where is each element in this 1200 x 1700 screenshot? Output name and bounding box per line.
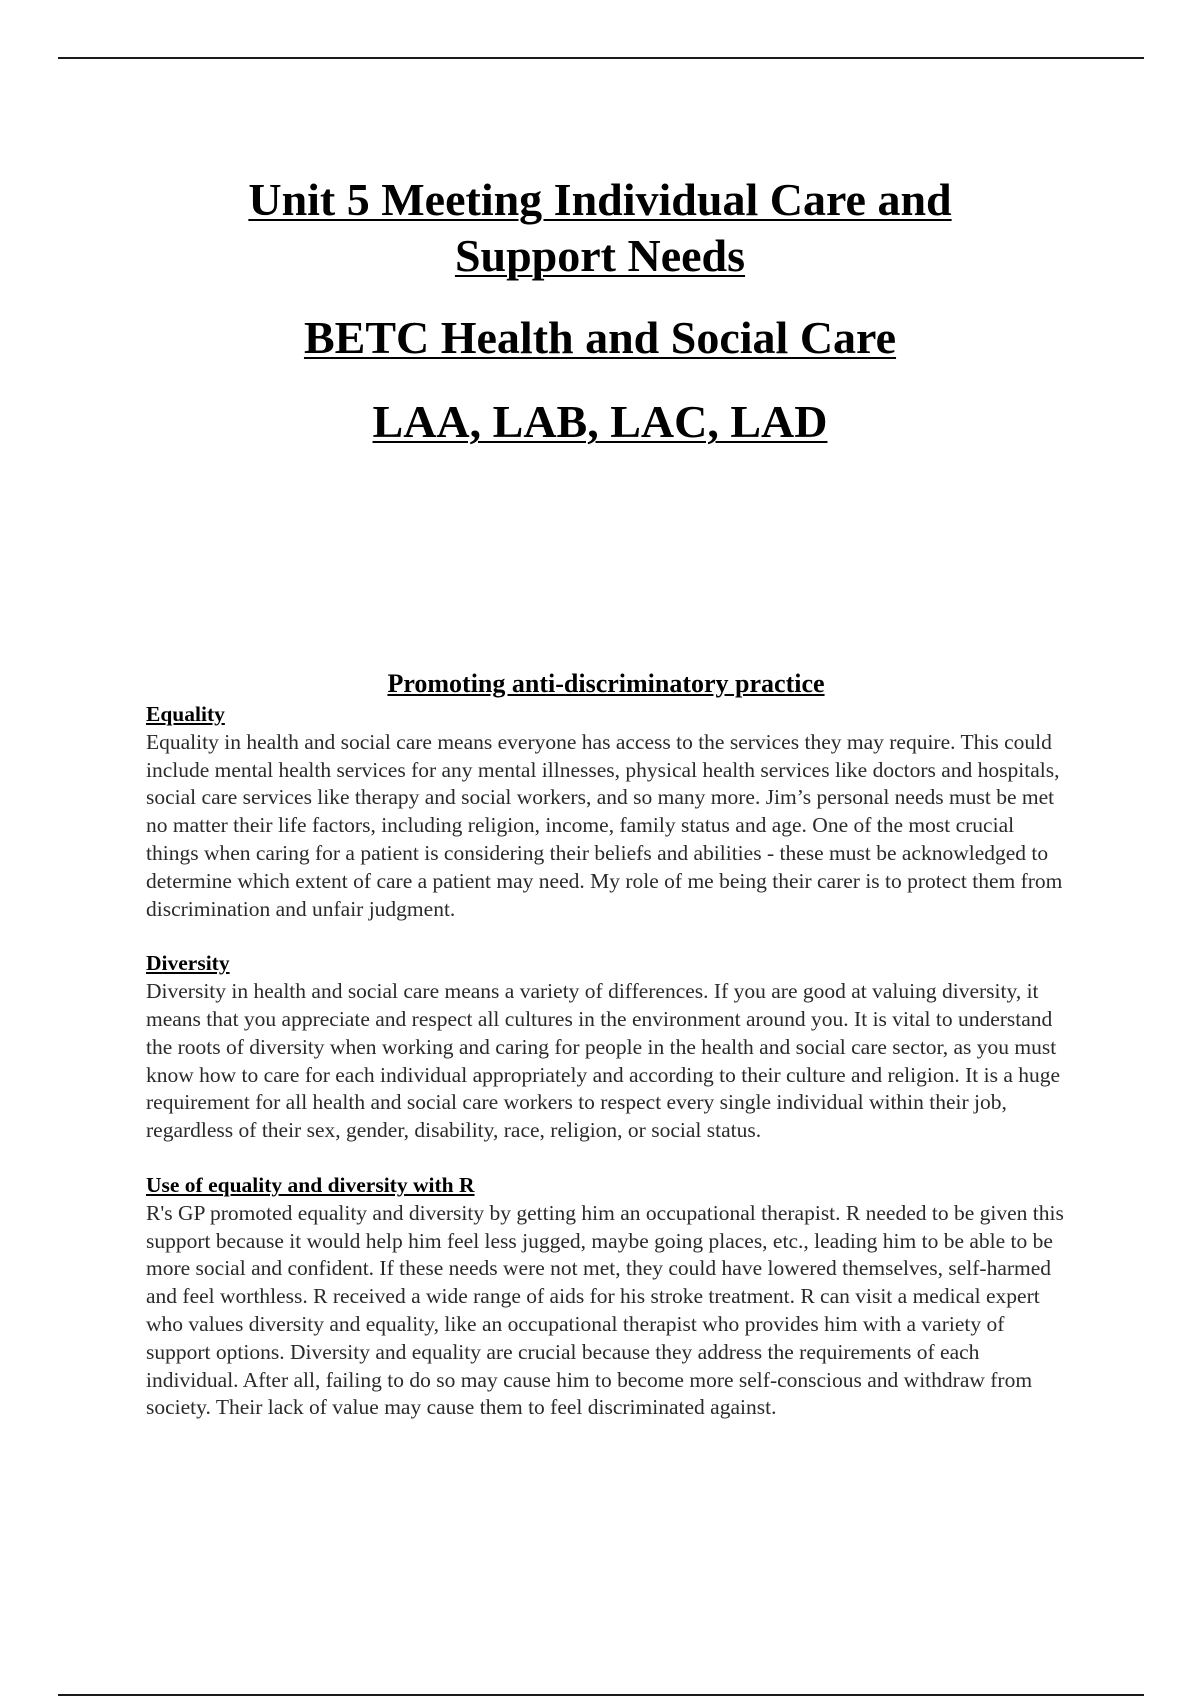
paragraph-gap [146,1145,1066,1172]
document-body [146,667,1066,1422]
use-with-r-heading: Use of equality and diversity with R [146,1172,475,1197]
header-rule [58,57,1144,59]
use-with-r-paragraph: R's GP promoted equality and diversity by getting him an occupational therapist. R needed to be given this support because it would help him feel less jugged, maybe going places, etc., leading him to be able to be more social and confident. If these needs were not met, they could have lowered themselves, self-harmed and feel worthless. R received a wide range of aids for his stroke treatment. R can visit a medical expert who values diversity and equality, like an occupational therapist who provides him with a variety of support options. Diversity and equality are crucial because they address the requirements of each individual. After all, failing to do so may cause him to become more self-conscious and withdraw from society. Their lack of value may cause them to feel discriminated against. [146,1200,1064,1420]
title-block [0,172,1200,450]
course-title: BETC Health and Social Care [303,312,897,363]
diversity-heading: Diversity [146,951,230,976]
footer-rule [58,1694,1144,1696]
diversity-paragraph: Diversity in health and social care means a variety of differences. If you are good at valuing diversity, it means that you appreciate and respect all cultures in the environment around you. It is vital to understand the roots of diversity when working and caring for people in the health and social care sector, as you must know how to care for each individual appropriately and according to their culture and religion. It is a huge requirement for all health and social care workers to respect every single individual within their job, regardless of their sex, gender, disability, race, religion, or social status. [146,979,1061,1143]
document-title: Unit 5 Meeting Individual Care and Support Needs [248,174,952,281]
section-heading: Promoting anti-discriminatory practice [387,669,825,698]
paragraph-gap [146,923,1066,950]
unit-codes: LAA, LAB, LAC, LAD [372,396,828,447]
equality-heading: Equality [146,702,225,726]
equality-paragraph: Equality in health and social care means everyone has access to the services they may require. This could include mental health services for any mental illnesses, physical health services like doctors and hospitals, social care services like therapy and social workers, and so many more. Jim’s personal needs must be met no matter their life factors, including religion, income, family status and age. One of the most crucial things when caring for a patient is considering their beliefs and abilities - these must be acknowledged to determine which extent of care a patient may need. My role of me being their carer is to protect them from discrimination and unfair judgment. [146,729,1063,921]
